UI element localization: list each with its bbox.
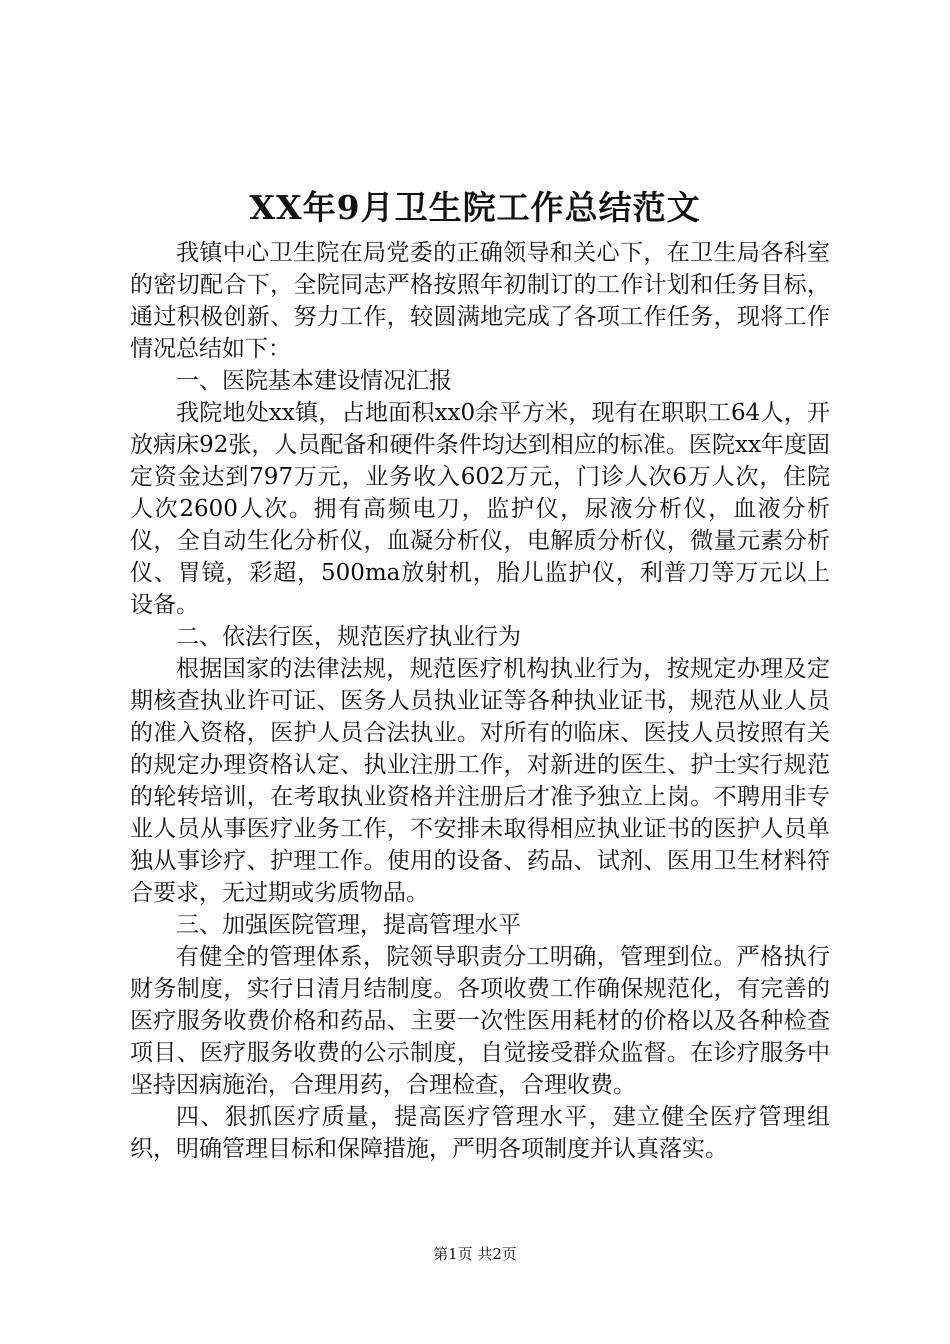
section-3-paragraph: 有健全的管理体系，院领导职责分工明确，管理到位。严格执行财务制度，实行日清月结制度。各项收费工作确保规范化，有完善的医疗服务收费价格和药品、主要一次性医用耗材的价格以及各种检查项目、医疗服务收费的公示制度，自觉接受群众监督。在诊疗服务中坚持因病施治，合理用药，合理检查，合理收费。 xyxy=(130,944,830,1098)
section-heading-1: 一、医院基本建设情况汇报 xyxy=(176,368,452,394)
section-heading-2: 二、依法行医，规范医疗执业行为 xyxy=(176,624,521,650)
section-4-paragraph: 四、狠抓医疗质量，提高医疗管理水平，建立健全医疗管理组织，明确管理目标和保障措施，严明各项制度并认真落实。 xyxy=(130,1104,830,1162)
document-body xyxy=(130,237,830,1165)
page-footer: 第1页 共2页 xyxy=(433,1245,517,1263)
section-1-paragraph: 我院地处xx镇，占地面积xx0余平方米，现有在职职工64人，开放病床92张，人员配备和硬件条件均达到相应的标准。医院xx年度固定资金达到797万元，业务收入602万元，门诊人次6万人次，住院人次2600人次。拥有高频电刀，监护仪，尿液分析仪，血液分析仪，全自动生化分析仪，血凝分析仪，电解质分析仪，微量元素分析仪、胃镜，彩超，500ma放射机，胎儿监护仪，利普刀等万元以上设备。 xyxy=(130,400,830,618)
section-heading-3: 三、加强医院管理，提高管理水平 xyxy=(176,912,521,938)
document-title: XX年9月卫生院工作总结范文 xyxy=(249,188,701,227)
section-2-paragraph: 根据国家的法律法规，规范医疗机构执业行为，按规定办理及定期核查执业许可证、医务人员执业证等各种执业证书，规范从业人员的准入资格，医护人员合法执业。对所有的临床、医技人员按照有关的规定办理资格认定、执业注册工作，对新进的医生、护士实行规范的轮转培训，在考取执业资格并注册后才准予独立上岗。不聘用非专业人员从事医疗业务工作，不安排未取得相应执业证书的医护人员单独从事诊疗、护理工作。使用的设备、药品、试剂、医用卫生材料符合要求，无过期或劣质物品。 xyxy=(130,656,830,906)
intro-paragraph: 我镇中心卫生院在局党委的正确领导和关心下，在卫生局各科室的密切配合下，全院同志严格按照年初制订的工作计划和任务目标，通过积极创新、努力工作，较圆满地完成了各项工作任务，现将工作情况总结如下： xyxy=(130,240,830,362)
